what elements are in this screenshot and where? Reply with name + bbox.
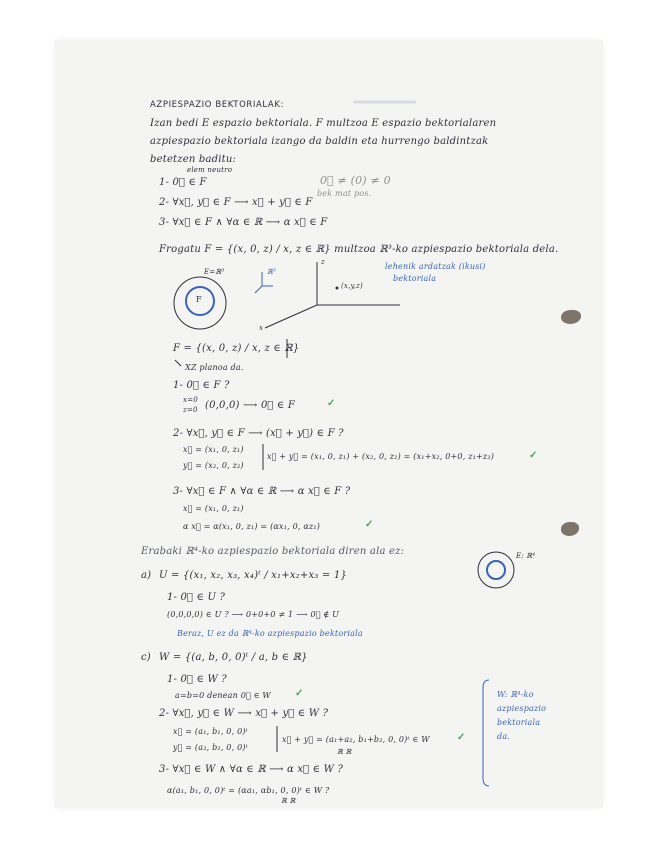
zero-distinction: 0⃗ ≠ (0) ≠ 0 bbox=[320, 174, 391, 187]
exercise-c-check-3-result: α(a₁, b₁, 0, 0)ᵗ = (αa₁, αb₁, 0, 0)ᵗ ∈ W ? bbox=[167, 786, 330, 795]
box-note-3: bektoriala bbox=[497, 718, 541, 727]
check-mark-3: ✓ bbox=[365, 519, 374, 530]
exercise-a-check-1: 1- 0⃗ ∈ U ? bbox=[167, 592, 226, 603]
box-note-1: W: ℝ⁴-ko bbox=[497, 690, 534, 699]
proof-check-2-result: x⃗ + y⃗ = (x₁, 0, z₁) + (x₂, 0, z₂) = (x₁+x₂, 0+0, z₁+z₂) bbox=[267, 452, 495, 461]
intro-line-1: Izan bedi E espazio bektoriala. F multzoa E espazio bektorialaren bbox=[150, 118, 497, 129]
proof-check-2-x: x⃗ = (x₁, 0, z₁) bbox=[183, 445, 244, 454]
notebook-page bbox=[55, 40, 603, 808]
blue-note-1: lehenik ardatzak (ikusi) bbox=[385, 262, 486, 271]
condition-1: 1- 0⃗ ∈ F bbox=[159, 177, 207, 188]
condition-3: 3- ∀x⃗ ∈ F ∧ ∀α ∈ ℝ ⟶ α x⃗ ∈ F bbox=[159, 217, 328, 228]
exercise-c-definition: W = {(a, b, 0, 0)ᵗ / a, b ∈ ℝ} bbox=[159, 652, 308, 663]
page-title: AZPIESPAZIO BEKTORIALAK: bbox=[150, 100, 284, 110]
proof-check-3: 3- ∀x⃗ ∈ F ∧ ∀α ∈ ℝ ⟶ α x⃗ ∈ F ? bbox=[173, 486, 351, 497]
exercise-c-check-1: 1- 0⃗ ∈ W ? bbox=[167, 674, 227, 685]
proof-check-3-x: x⃗ = (x₁, 0, z₁) bbox=[183, 504, 244, 513]
exercise-c-label: c) bbox=[141, 652, 151, 663]
check-mark-5: ✓ bbox=[457, 732, 466, 743]
exercise-prompt: Erabaki ℝ⁴-ko azpiespazio bektoriala diren ala ez: bbox=[141, 546, 405, 557]
exercise-a-conclusion: Beraz, U ez da ℝ⁴-ko azpiespazio bektoriala bbox=[177, 629, 363, 638]
proof-check-1-result: (0,0,0) ⟶ 0⃗ ∈ F bbox=[205, 400, 296, 411]
exercise-c-check-1-result: a=b=0 denean 0⃗ ∈ W bbox=[175, 691, 271, 700]
intro-line-2: azpiespazio bektoriala izango da baldin eta hurrengo baldintzak bbox=[150, 136, 489, 147]
exercise-a-label: a) bbox=[141, 570, 152, 581]
exercise-a-zero-check: (0,0,0,0) ∈ U ? ⟶ 0+0+0 ≠ 1 ⟶ 0⃗ ∉ U bbox=[167, 610, 340, 619]
intro-line-3: betetzen baditu: bbox=[150, 154, 237, 165]
set-label-e4: E: ℝ⁴ bbox=[516, 552, 536, 560]
box-note-4: da. bbox=[497, 732, 511, 741]
exercise-c-check-2-result: x⃗ + y⃗ = (a₁+a₂, b₁+b₂, 0, 0)ᵗ ∈ W bbox=[282, 735, 430, 744]
proof-check-1-z: z=0 bbox=[183, 406, 198, 414]
proof-check-2-y: y⃗ = (x₂, 0, z₂) bbox=[183, 461, 244, 470]
proof-check-1: 1- 0⃗ ∈ F ? bbox=[173, 380, 230, 391]
proof-check-2: 2- ∀x⃗, y⃗ ∈ F ⟶ (x⃗ + y⃗) ∈ F ? bbox=[173, 428, 344, 439]
condition-2: 2- ∀x⃗, y⃗ ∈ F ⟶ x⃗ + y⃗ ∈ F bbox=[159, 197, 313, 208]
proof-statement: Frogatu F = {(x, 0, z) / x, z ∈ ℝ} multzoa ℝ³-ko azpiespazio bektoriala dela. bbox=[159, 244, 559, 255]
neutral-element-note: elem neutro bbox=[187, 166, 233, 174]
f-definition: F = {(x, 0, z) / x, z ∈ ℝ} bbox=[173, 343, 300, 354]
axis-label-z: z bbox=[321, 258, 325, 266]
check-mark-1: ✓ bbox=[327, 398, 336, 409]
proof-check-1-x: x=0 bbox=[183, 396, 198, 404]
set-label-f: F bbox=[196, 295, 202, 304]
box-note-2: azpiespazio bbox=[497, 704, 547, 713]
blue-note-2: bektoriala bbox=[393, 274, 437, 283]
axis-label-x: x bbox=[259, 324, 264, 332]
exercise-c-check-2-x: x⃗ = (a₁, b₁, 0, 0)ᵗ bbox=[173, 727, 248, 736]
exercise-c-check-3-under: ℝ ℝ bbox=[281, 797, 296, 805]
set-label-e: E=ℝ³ bbox=[204, 268, 225, 276]
exercise-c-check-3: 3- ∀x⃗ ∈ W ∧ ∀α ∈ ℝ ⟶ α x⃗ ∈ W ? bbox=[159, 764, 344, 775]
zero-distinction-words: bek mat pos. bbox=[317, 189, 372, 198]
exercise-c-check-2: 2- ∀x⃗, y⃗ ∈ W ⟶ x⃗ + y⃗ ∈ W ? bbox=[159, 708, 329, 719]
check-mark-4: ✓ bbox=[295, 688, 304, 699]
exercise-c-check-2-under: ℝ ℝ bbox=[337, 748, 352, 756]
exercise-c-check-2-y: y⃗ = (a₂, b₂, 0, 0)ᵗ bbox=[173, 743, 248, 752]
exercise-a-definition: U = {(x₁, x₂, x₃, x₄)ᵗ / x₁+x₂+x₃ = 1} bbox=[159, 570, 347, 581]
xz-plane-note: XZ planoa da. bbox=[185, 363, 244, 372]
check-mark-2: ✓ bbox=[529, 450, 538, 461]
axis-label-r3: ℝ³ bbox=[267, 268, 277, 276]
proof-check-3-result: α x⃗ = α(x₁, 0, z₁) = (αx₁, 0, αz₁) bbox=[183, 522, 321, 531]
point-label: (x,y,z) bbox=[341, 282, 363, 290]
